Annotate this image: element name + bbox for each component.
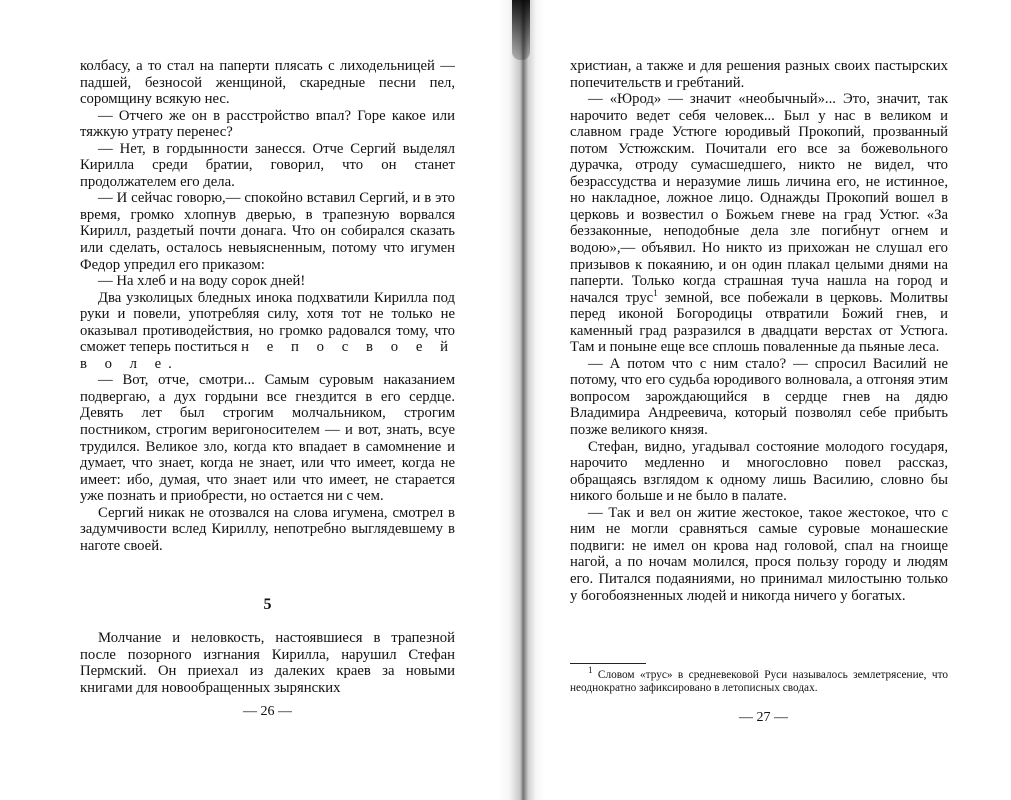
paragraph: — На хлеб и на воду сорок дней!: [98, 273, 306, 290]
left-page-body-bottom: [80, 630, 455, 696]
footnote-paragraph: [570, 665, 948, 695]
paragraph: — Отчего же он в расстройство впал? Горе какое или тяжкую утрату перенес?: [80, 107, 455, 141]
paragraph: Стефан, видно, угадывал состояние молодого государя, нарочито медленно и многословно повел рассказ, обращаясь взглядом к одному лишь Василию, словно бы никого больше и не было в палате.: [570, 438, 948, 505]
left-page-body-top: [80, 58, 455, 554]
paragraph: — Нет, в гордынности занесся. Отче Сергий выделял Кирилла среди братии, говорил, что он станет продолжателем его дела.: [80, 140, 455, 190]
footnote-marker[interactable]: 1: [653, 287, 658, 298]
paragraph: колбасу, а то стал на паперти плясать с лиходельницей — падшей, безносой женщиной, скаредные песни пел, соромщину всякую нес.: [80, 58, 455, 108]
left-page: [0, 0, 505, 800]
paragraph-text: земной, все побежали в церковь. Молитвы перед иконой Богородицы отвратили Божий гнев, и каменный град разразился в двадцати верстах от Устюга. Там и поныне еще все сплошь поваленные да пьяные леса.: [570, 289, 948, 356]
right-page: [505, 0, 1011, 800]
paragraph: Сергий никак не отозвался на слова игумена, смотрел в задумчивости вслед Кириллу, непотребно выглядевшему в наготе своей.: [80, 504, 455, 554]
paragraph: — Так и вел он житие жестокое, такое жестокое, что с ним не могли сравняться самые суровые монашеские подвиги: не имел он крова над головой, спал на гноище нагой, а по ночам молился, прося пользу городу и людям его. Питался подаяниями, но принимал милостыню только у богобоязненных людей и никогда ничего у богатых.: [570, 504, 948, 604]
footnote-divider: [570, 663, 646, 664]
paragraph-text: Два узколицых бледных инока подхватили Кирилла под руки и повели, употребляя силу, хотя тот не только не оказывал противодействия, но громко радовался тому, что сможет теперь поститься: [80, 289, 455, 356]
footnote: [570, 665, 948, 695]
paragraph: [80, 290, 455, 373]
paragraph: — А потом что с ним стало? — спросил Василий не потому, что его судьба юродивого волновала, а отгоняя этим вопросом зарождающийся в сердце гнев на дядю Владимира Андреевича, который позволял себе прибыть позже великого князя.: [570, 355, 948, 439]
paragraph-text: — «Юрод» — значит «необычный»... Это, значит, так нарочито ведет себя человек... Был у нас в великом и славном граде Устюге юродивый Прокопий, прозванный потом Устюжским. Почитали его все за божевольного дурачка, отроду сумасшедшего, никто не видел, что безрассудства и неразумие лишь личина его, не истинное, но накладное, ложное лицо. Однажды Прокопий вошел в церковь и возвестил о Божьем гневе на град Устюг. «За беззаконные, неподобные дела зле погибнут огнем и водою»,— объявил. Но никто из прихожан не слушал его призывов к покаянию, и он один плакал целыми днями на паперти. Только когда страшная туча нашла на город и начался трус: [570, 91, 948, 306]
footnote-number: 1: [588, 665, 593, 676]
right-page-body: [570, 58, 948, 604]
emphasis-spaced-text: н е п о с в о е й в о л е.: [80, 339, 455, 372]
page-number: — 26 —: [243, 704, 292, 719]
page-number: — 27 —: [739, 710, 788, 725]
paragraph: христиан, а также и для решения разных своих пастырских попечительств и гребтаний.: [570, 58, 948, 91]
footnote-text: Словом «трус» в средневековой Руси называлось землетрясение, что неоднократно зафиксировано в летописных сводах.: [570, 669, 948, 694]
paragraph: — Вот, отче, смотри... Самым суровым наказанием подвергаю, а дух гордыни все гнездится в его сердце. Девять лет был строгим молчальником, строгим постником, строгим веригоносителем — и вот, знать, всуе трудился. Великое зло, когда кто впадает в самомнение и думает, что знает, когда не знает, или что имеет, когда не имеет: ибо, думая, что знает или что имеет, не старается уже познать и приобрести, но остается ни с чем.: [80, 372, 455, 505]
paragraph: Молчание и неловкость, настоявшиеся в трапезной после позорного изгнания Кирилла, нарушил Стефан Пермский. Он приехал из далеких краев за новыми книгами для новообращенных зырянских: [80, 630, 455, 696]
paragraph: [570, 91, 948, 356]
chapter-heading: 5: [263, 596, 272, 613]
paragraph: — И сейчас говорю,— спокойно вставил Сергий, и в это время, громко хлопнув дверью, в трапезную ворвался Кирилл, раздетый почти донага. Что он собирался сказать или сделать, осталось невыясненным, потому что игумен Федор упредил его приказом:: [80, 190, 455, 273]
